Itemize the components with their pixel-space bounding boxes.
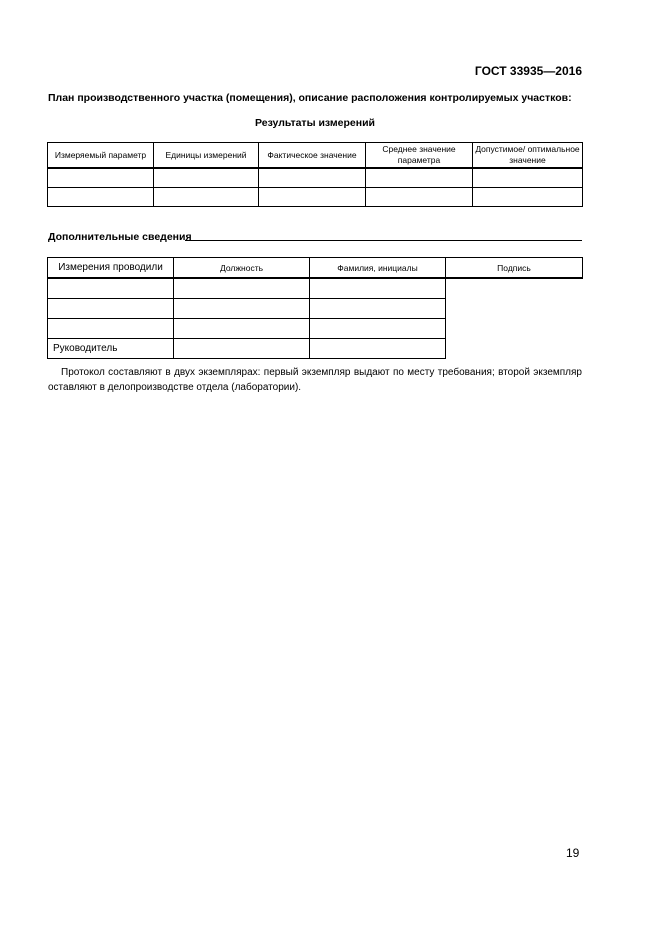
position-cell bbox=[48, 299, 174, 319]
column-header: Подпись bbox=[446, 258, 583, 279]
plan-heading: План производственного участка (помещения), описание расположения контролируемых участков: bbox=[48, 92, 572, 104]
table-cell bbox=[473, 188, 583, 207]
table-cell bbox=[154, 188, 259, 207]
table-cell bbox=[48, 188, 154, 207]
column-header: Среднее значение параметра bbox=[366, 143, 473, 169]
signature-cell bbox=[310, 299, 446, 319]
signature-header-row bbox=[48, 258, 583, 279]
column-header: Фактическое значение bbox=[259, 143, 366, 169]
table-cell bbox=[259, 168, 366, 188]
table-cell bbox=[259, 188, 366, 207]
table-cell bbox=[366, 168, 473, 188]
column-header: Измеряемый параметр bbox=[48, 143, 154, 169]
table-row bbox=[48, 319, 583, 339]
name-cell bbox=[174, 299, 310, 319]
position-cell bbox=[48, 278, 174, 299]
table-row bbox=[48, 168, 583, 188]
table-row bbox=[48, 299, 583, 319]
signature-cell bbox=[310, 278, 446, 299]
column-header: Должность bbox=[174, 258, 310, 279]
protocol-note: Протокол составляют в двух экземплярах: первый экземпляр выдают по месту требования; второй экземпляр оставляют в делопроизводстве отдела (лаборатории). bbox=[48, 367, 582, 393]
column-header: Единицы измерений bbox=[154, 143, 259, 169]
name-cell bbox=[174, 319, 310, 339]
column-header: Фамилия, инициалы bbox=[310, 258, 446, 279]
results-header-row bbox=[48, 143, 583, 169]
table-row bbox=[48, 278, 583, 299]
additional-info-label: Дополнительные сведения bbox=[48, 231, 192, 243]
position-cell: Руководитель bbox=[48, 339, 174, 359]
position-cell bbox=[48, 319, 174, 339]
document-code: ГОСТ 33935—2016 bbox=[474, 64, 582, 78]
name-cell bbox=[174, 339, 310, 359]
signature-table bbox=[47, 257, 583, 359]
results-title: Результаты измерений bbox=[255, 117, 375, 129]
page-number: 19 bbox=[566, 846, 580, 860]
results-table bbox=[47, 142, 583, 207]
table-row bbox=[48, 188, 583, 207]
additional-info-line bbox=[185, 240, 582, 241]
table-cell bbox=[154, 168, 259, 188]
column-header: Допустимое/ оптимальное значение bbox=[473, 143, 583, 169]
table-row bbox=[48, 339, 583, 359]
group-label: Измерения проводили bbox=[48, 258, 174, 279]
table-cell bbox=[473, 168, 583, 188]
table-cell bbox=[48, 168, 154, 188]
name-cell bbox=[174, 278, 310, 299]
table-cell bbox=[366, 188, 473, 207]
signature-cell bbox=[310, 339, 446, 359]
signature-cell bbox=[310, 319, 446, 339]
